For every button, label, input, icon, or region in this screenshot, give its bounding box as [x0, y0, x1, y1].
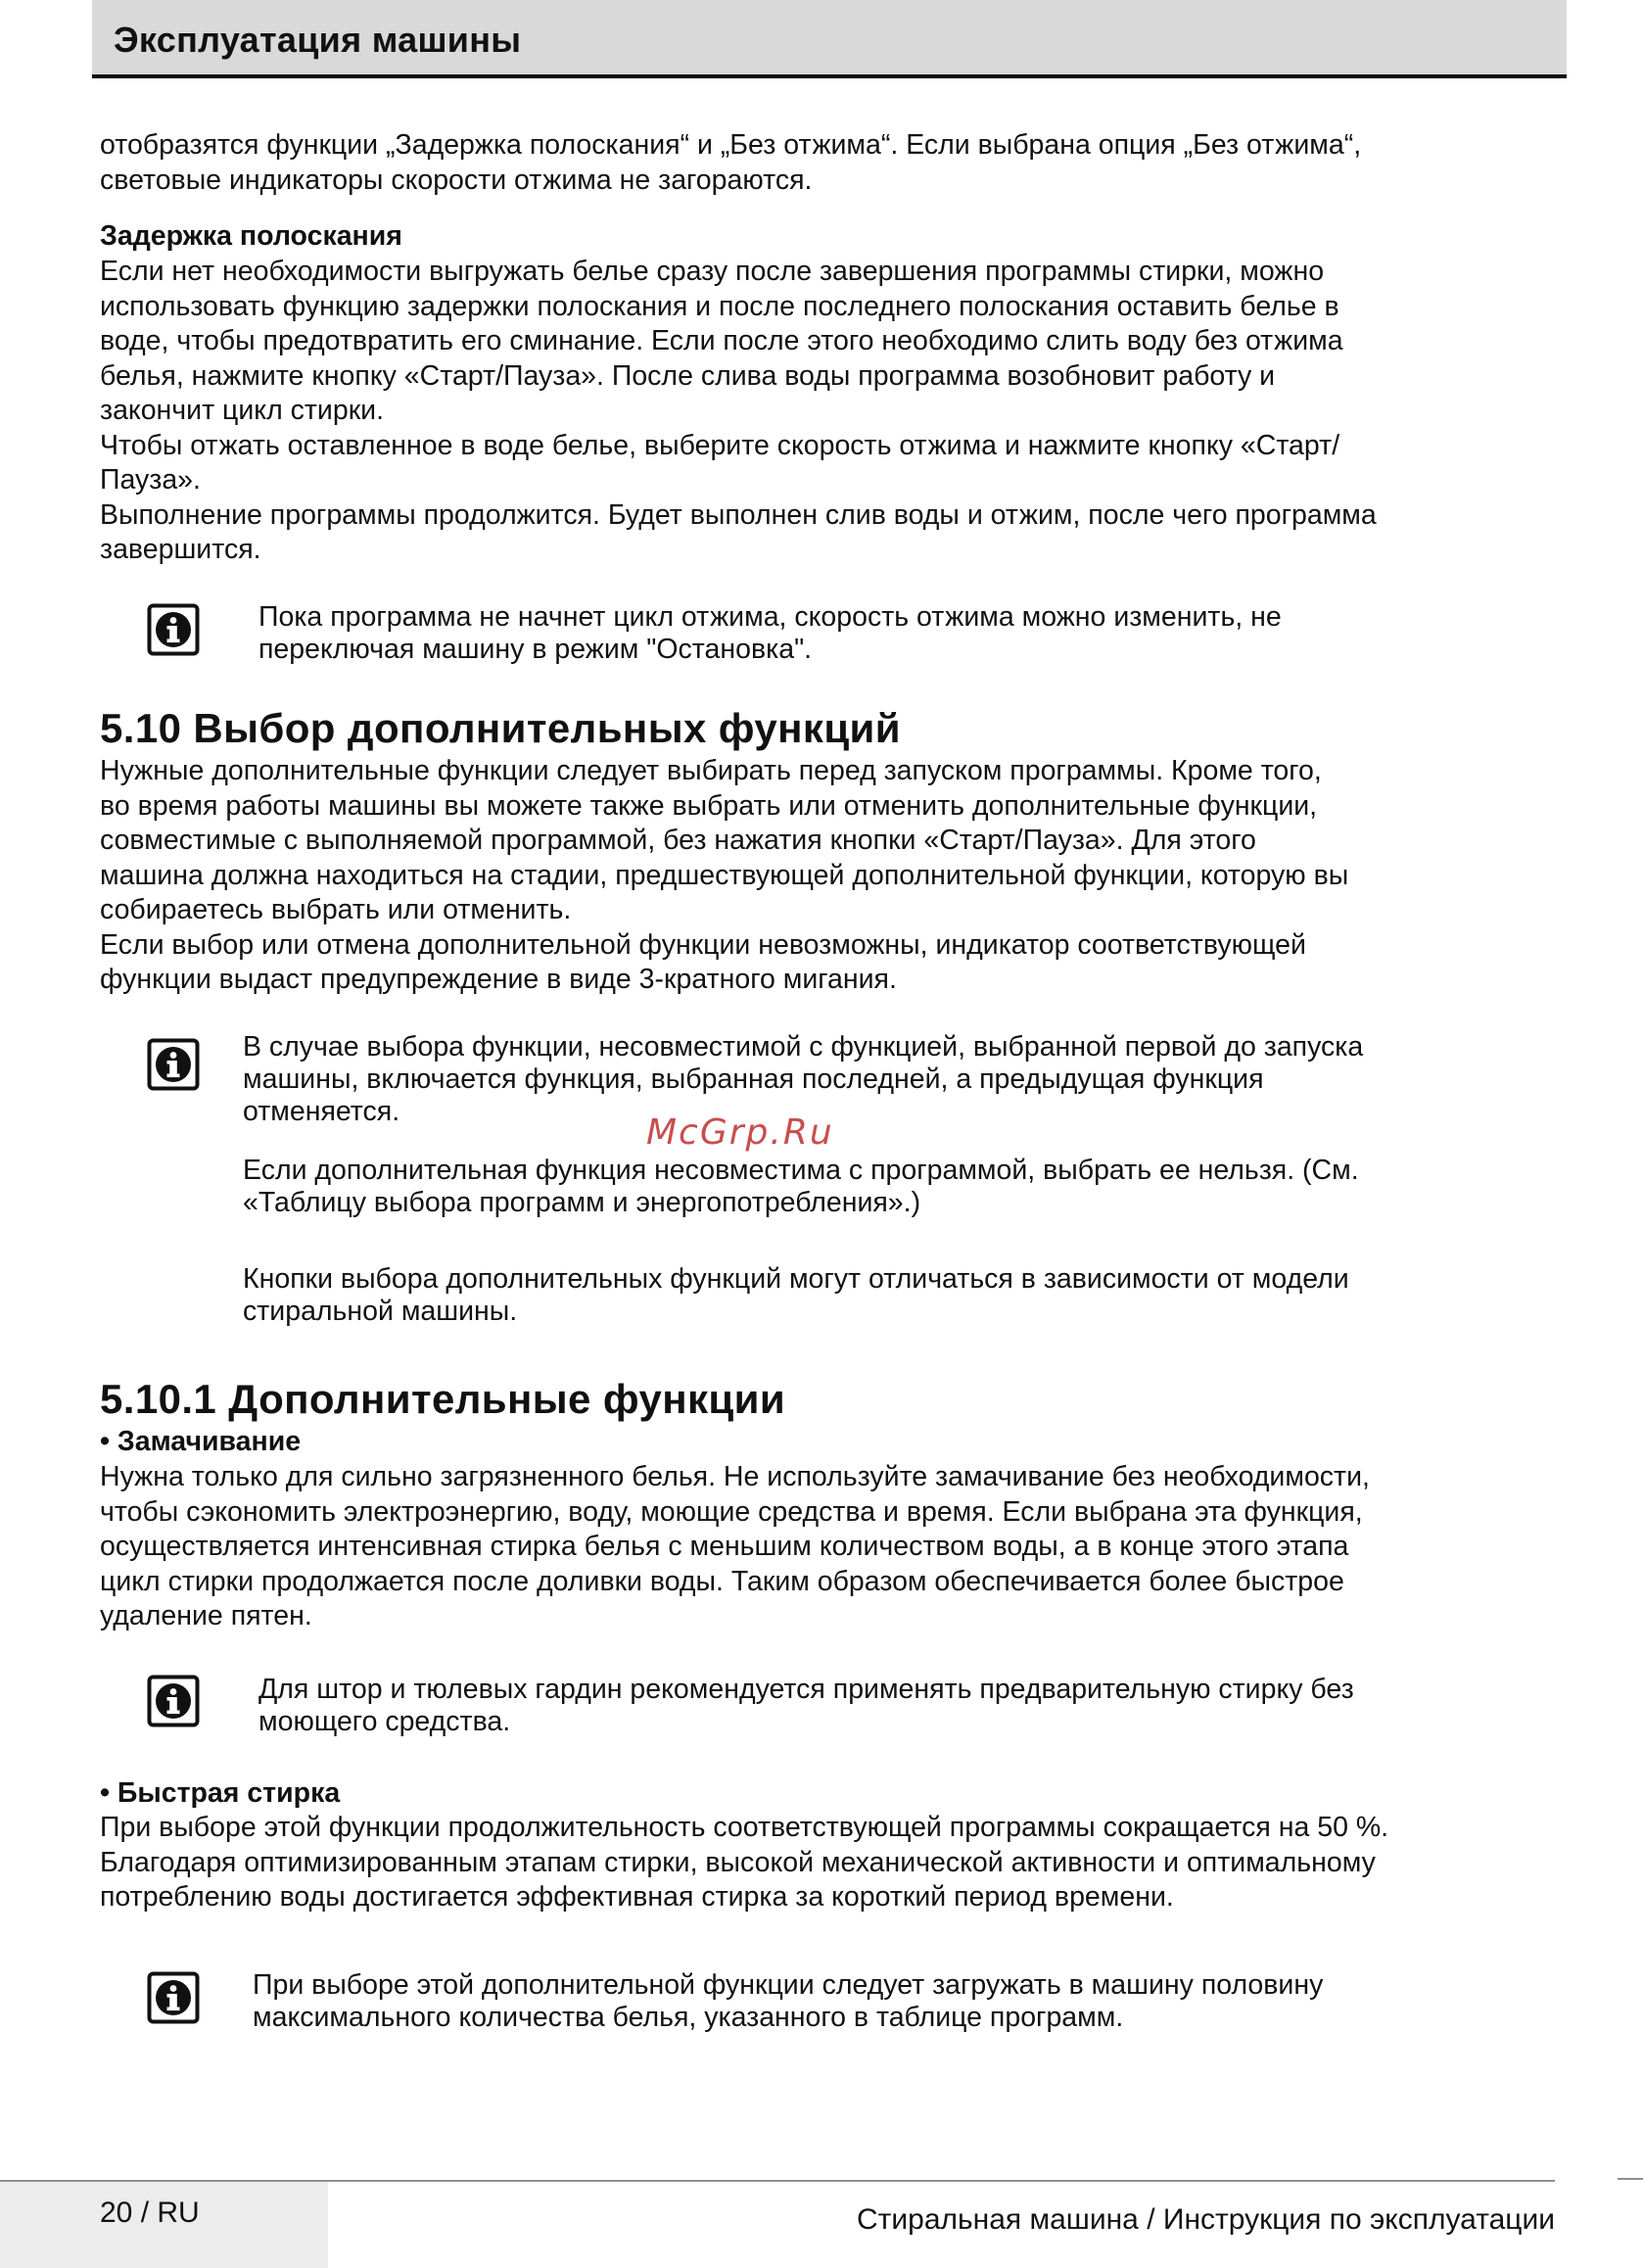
footer-document-title: Стиральная машина / Инструкция по эксплуатации: [856, 2203, 1555, 2236]
intro-paragraph: отобразятся функции „Задержка полоскания“ и „Без отжима“. Если выбрана опция „Без отжима“, световые индикаторы скорости отжима не загораются.: [100, 129, 1362, 196]
section-5-10-1-heading: 5.10.1 Дополнительные функции: [100, 1376, 786, 1422]
rinse-hold-note: Пока программа не начнет цикл отжима, скорость отжима можно изменить, не переключая машину в режим "Остановка".: [258, 601, 1282, 665]
info-icon: [147, 1038, 200, 1091]
page-header-title: Эксплуатация машины: [114, 20, 522, 60]
info-icon: [147, 1675, 200, 1727]
page-number: 20 / RU: [100, 2197, 200, 2229]
quick-wash-body: При выборе этой функции продолжительность соответствующей программы сокращается на 50 %. Благодаря оптимизированным этапам стирки, высокой механической активности и оптимальному потреблению воды достигается эффективная стирка за короткий период времени.: [100, 1812, 1389, 1913]
prewash-body: Нужна только для сильно загрязненного белья. Не используйте замачивание без необходимости, чтобы сэкономить электроэнергию, воду, моющие средства и время. Если выбрана эта функция, осуществляется интенсивная стирка белья с меньшим количеством воды, а в конце этого этапа цикл стирки продолжается после доливки воды. Таким образом обеспечивается более быстрое удаление пятен.: [100, 1461, 1370, 1631]
quick-wash-note: При выборе этой дополнительной функции следует загружать в машину половину максимального количества белья, указанного в таблице программ.: [253, 1969, 1324, 2033]
watermark: McGrp.Ru: [646, 1112, 834, 1153]
section-5-10-heading: 5.10 Выбор дополнительных функций: [100, 705, 901, 751]
quick-wash-title: • Быстрая стирка: [100, 1777, 341, 1809]
function-conflict-note: В случае выбора функции, несовместимой с функцией, выбранной первой до запуска машины, включается функция, выбранная последней, а предыдущая функция отменяется.: [243, 1031, 1364, 1127]
info-icon: [147, 1971, 200, 2024]
model-buttons-note: Кнопки выбора дополнительных функций могут отличаться в зависимости от модели стиральной машины.: [243, 1263, 1349, 1327]
incompatible-function-note: Если дополнительная функция несовместима с программой, выбрать ее нельзя. (См. «Таблицу выбора программ и энергопотребления».): [243, 1155, 1359, 1218]
rinse-hold-title: Задержка полоскания: [100, 220, 402, 252]
info-icon: [147, 603, 200, 656]
rinse-hold-body: Если нет необходимости выгружать белье сразу после завершения программы стирки, можно использовать функцию задержки полоскания и после последнего полоскания оставить белье в воде, чтобы предотвратить его сминание. Если после этого необходимо слить воду без отжима белья, нажмите кнопку «Старт/Пауза». После слива воды программа возобновит работу и закончит цикл стирки. Чтобы отжать оставленное в воде белье, выберите скорость отжима и нажмите кнопку «Старт/ Пауза». Выполнение программы продолжится. Будет выполнен слив воды и отжим, после чего программа завершится.: [100, 256, 1377, 565]
header-band: [92, 0, 1567, 78]
prewash-note: Для штор и тюлевых гардин рекомендуется применять предварительную стирку без моющего средства.: [258, 1674, 1354, 1737]
footer-divider-right: [1618, 2178, 1643, 2180]
prewash-title: • Замачивание: [100, 1426, 302, 1457]
section-5-10-body: Нужные дополнительные функции следует выбирать перед запуском программы. Кроме того, во время работы машины вы можете также выбрать или отменить дополнительные функции, совместимые с выполняемой программой, без нажатия кнопки «Старт/Пауза». Для этого машина должна находиться на стадии, предшествующей дополнительной функции, которую вы собираетесь выбрать или отменить. Если выбор или отмена дополнительной функции невозможны, индикатор соответствующей функции выдаст предупреждение в виде 3-кратного мигания.: [100, 755, 1349, 995]
